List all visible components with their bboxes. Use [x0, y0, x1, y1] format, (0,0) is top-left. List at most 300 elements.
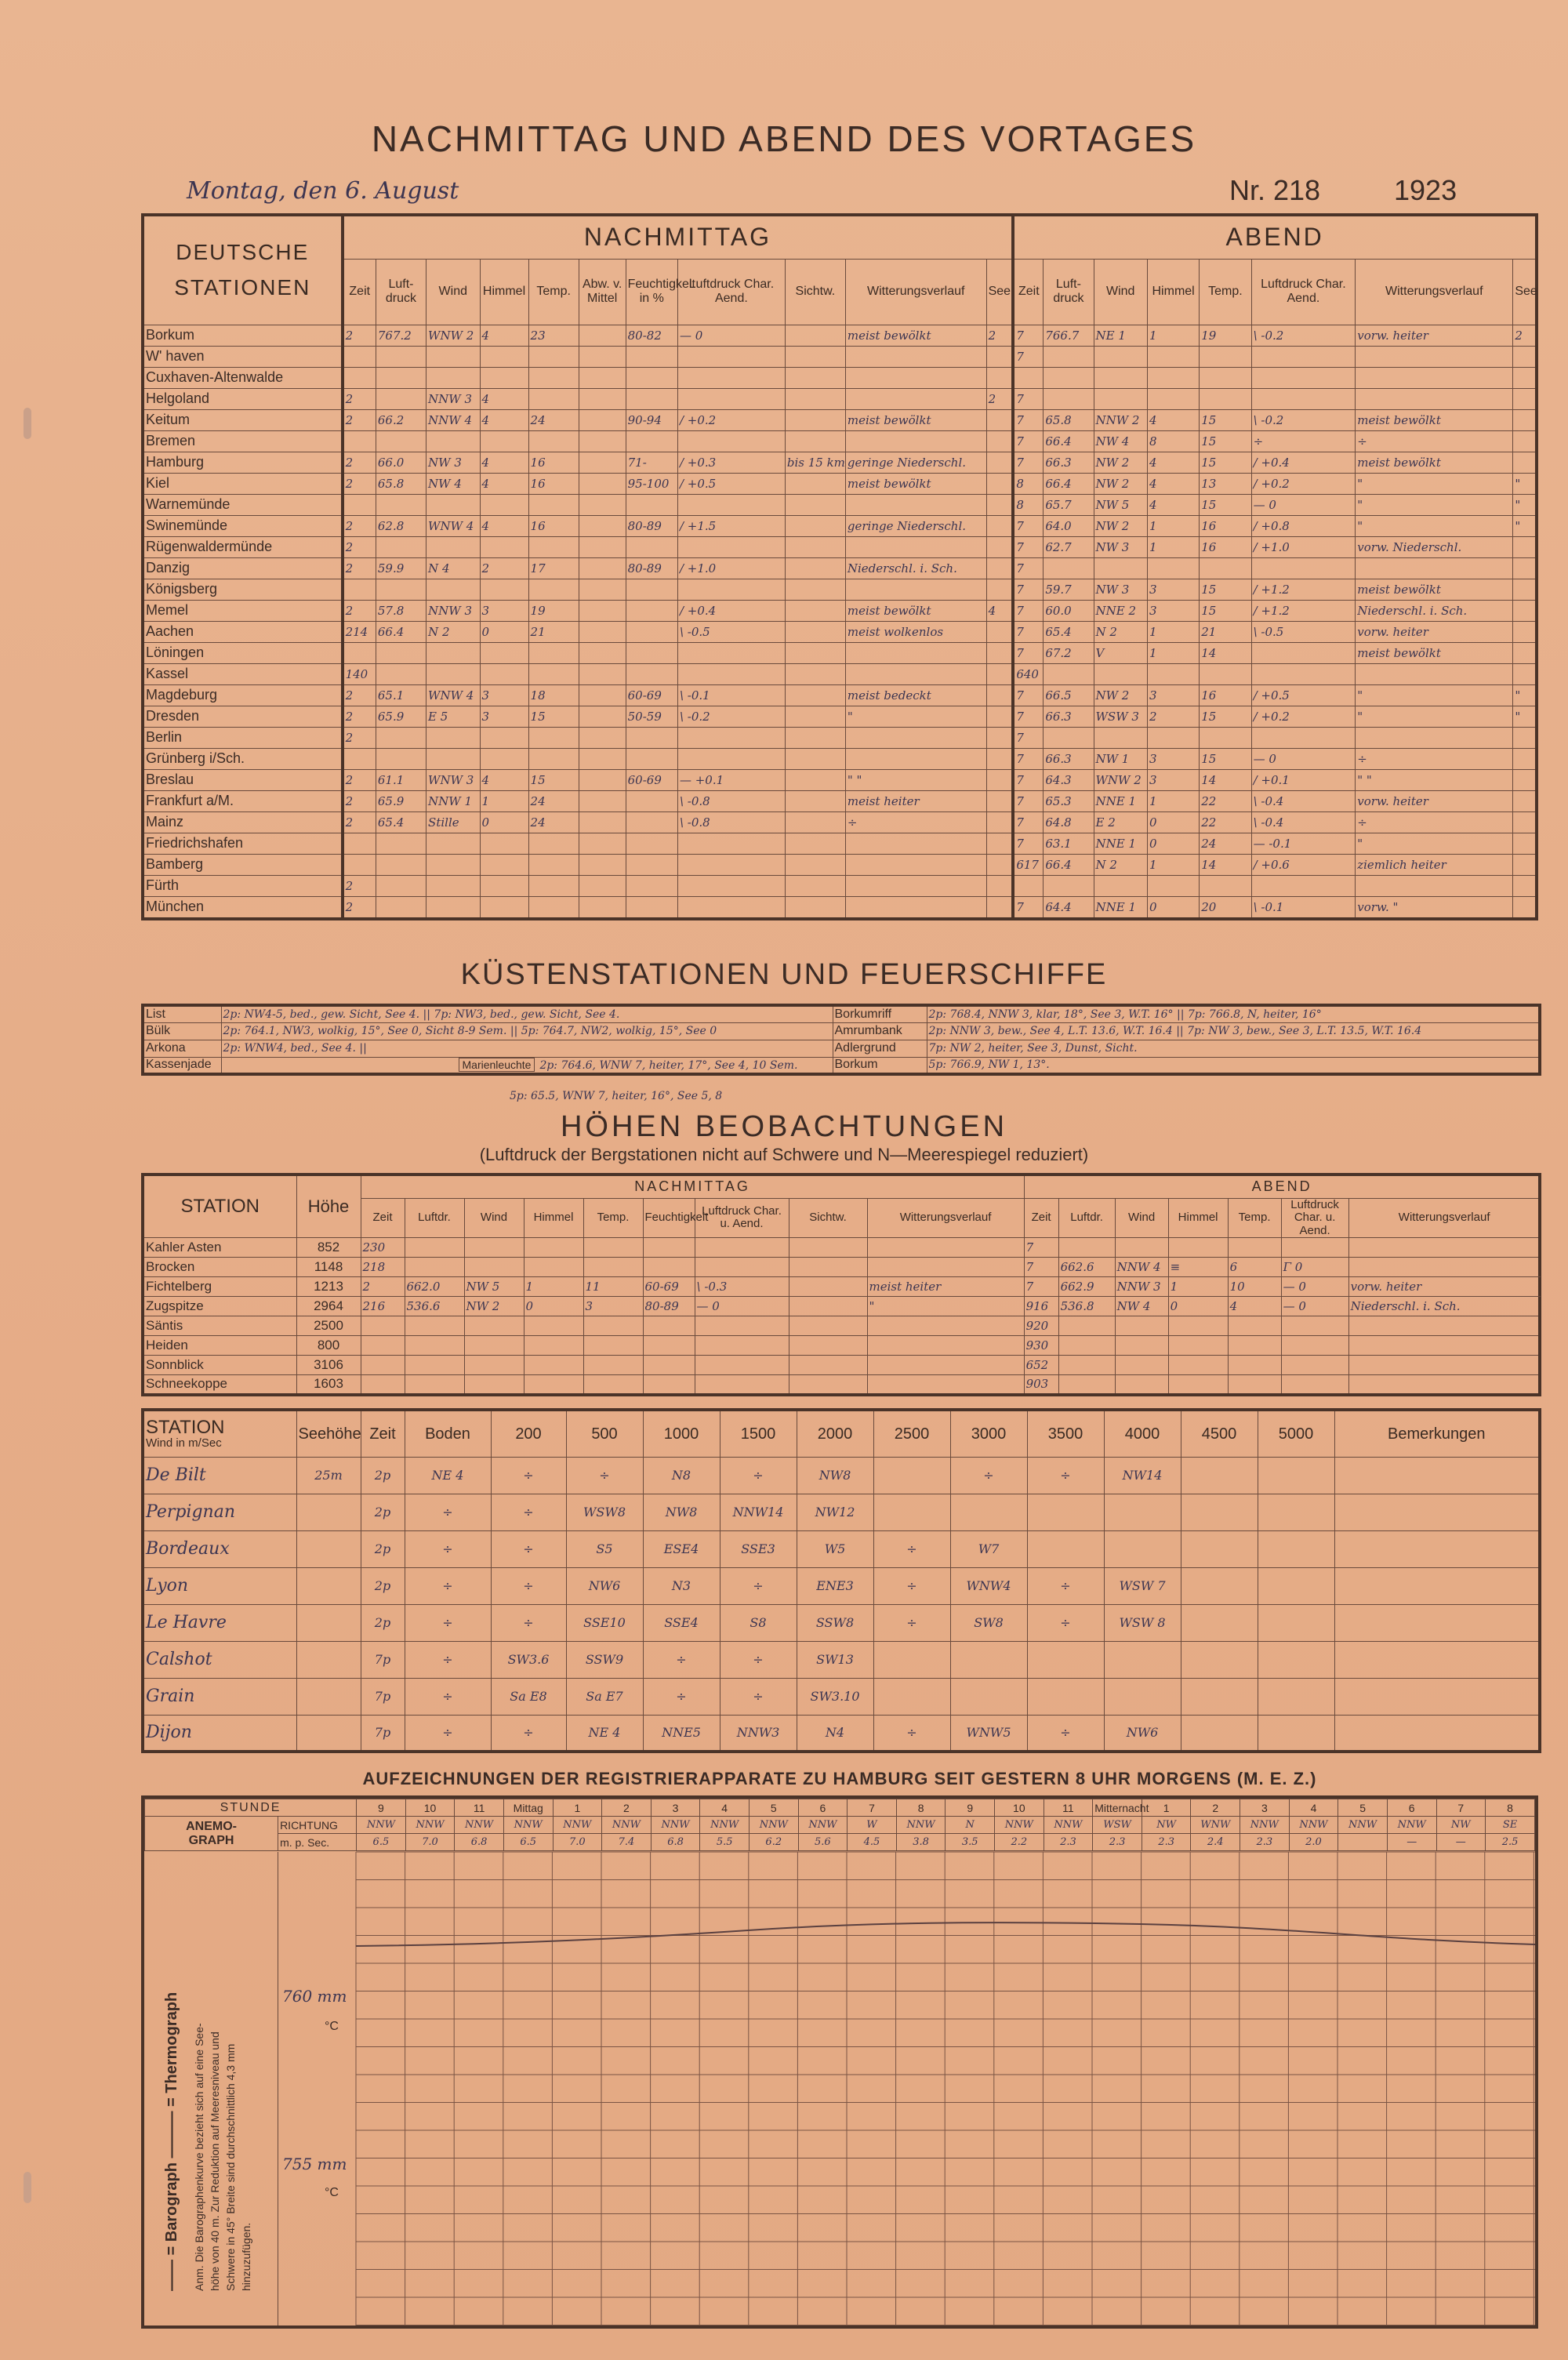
kuesten-row [143, 1005, 1540, 1022]
year: 1923 [1394, 174, 1457, 206]
nachmittag-cell: bis 15 km [785, 452, 845, 473]
nachmittag-cell [626, 430, 677, 452]
station-name: W' haven [143, 346, 343, 367]
station-name: Mainz [143, 811, 343, 833]
abend-cell: ÷ [1356, 430, 1513, 452]
hoehen-abend-cell [1228, 1356, 1281, 1375]
nachmittag-cell [480, 896, 528, 919]
abend-cell: NW 2 [1094, 515, 1147, 536]
wind-cell [296, 1567, 361, 1604]
hoehen-abend-cell: 920 [1024, 1316, 1058, 1336]
abend-col-7: See [1513, 259, 1537, 325]
abend-cell [1513, 579, 1537, 600]
hoehen-nachmittag-cell [405, 1258, 464, 1277]
station-name: Fürth [143, 875, 343, 896]
hoehen-nachmittag-cell [789, 1336, 867, 1356]
hour-label: 10 [995, 1799, 1044, 1817]
nachmittag-cell: 4 [480, 325, 528, 346]
hoehen-nachmittag-cell [583, 1238, 643, 1258]
nachmittag-cell [845, 494, 986, 515]
hoehen-height: 1603 [296, 1375, 361, 1395]
station-name: Dresden [143, 706, 343, 727]
hoehen-height: 800 [296, 1336, 361, 1356]
hoehen-abend-cell [1168, 1316, 1228, 1336]
nachmittag-cell [579, 621, 626, 642]
abend-cell: 14 [1200, 642, 1251, 663]
hour-label: 2 [1191, 1799, 1240, 1817]
nachmittag-cell [528, 833, 579, 854]
hoehen-abend-cell [1115, 1238, 1168, 1258]
wind-cell: ÷ [491, 1715, 566, 1752]
abend-cell: 67.2 [1044, 642, 1094, 663]
msec-cell: 2.3 [1093, 1834, 1142, 1851]
nachmittag-col-6: Feuchtigkeit in % [626, 259, 677, 325]
nachmittag-cell: 767.2 [376, 325, 426, 346]
wind-col-13: 5000 [1258, 1410, 1334, 1457]
hour-label: 8 [1486, 1799, 1535, 1817]
wind-cell [1181, 1457, 1258, 1494]
wind-cell [1258, 1530, 1334, 1567]
hoehen-abend-cell [1228, 1238, 1281, 1258]
hoehen-nachmittag-cell [524, 1336, 583, 1356]
nachmittag-col-8: Sichtw. [785, 259, 845, 325]
wind-cell: ÷ [405, 1641, 491, 1678]
abend-cell: 3 [1147, 769, 1199, 790]
wind-row [143, 1457, 1540, 1494]
abend-cell: NW 2 [1094, 684, 1147, 706]
wind-cell: ÷ [405, 1567, 491, 1604]
station-name: Magdeburg [143, 684, 343, 706]
hoehen-nachmittag-cell: 80-89 [643, 1297, 695, 1316]
kuesten-station: Adlergrund [833, 1040, 927, 1057]
hoehen-abend-cell [1058, 1238, 1115, 1258]
hoehen-nachmittag-cell [695, 1375, 789, 1395]
nachmittag-cell [785, 727, 845, 748]
nachmittag-cell [579, 769, 626, 790]
nachmittag-cell: 2 [343, 452, 376, 473]
nachmittag-cell [376, 727, 426, 748]
hoehen-abend-cell [1058, 1316, 1115, 1336]
abend-cell: " [1356, 833, 1513, 854]
kuesten-entry: 2p: NNW 3, bew., See 4, L.T. 13.6, W.T. 16.4 || 7p: NW 3, bew., See 3, L.T. 13.5, W.T. 16.4 [927, 1022, 1540, 1040]
abend-cell: NW 3 [1094, 579, 1147, 600]
nachmittag-cell: — +0.1 [677, 769, 785, 790]
nachmittag-cell [986, 833, 1013, 854]
hour-label: 1 [553, 1799, 602, 1817]
nachmittag-cell: / +0.5 [677, 473, 785, 494]
hoehen-abend-cell: 6 [1228, 1258, 1281, 1277]
nachmittag-cell: 57.8 [376, 600, 426, 621]
station-row [143, 663, 1537, 684]
registrier-title: AUFZEICHNUNGEN DER REGISTRIERAPPARATE ZU HAMBURG SEIT GESTERN 8 UHR MORGENS (M. E. Z.) [362, 1769, 1317, 1788]
wind-cell: N3 [643, 1567, 720, 1604]
abend-cell: N 2 [1094, 854, 1147, 875]
wind-station: Lyon [143, 1567, 296, 1604]
nachmittag-col-4: Temp. [528, 259, 579, 325]
hoehen-nachmittag-cell [405, 1375, 464, 1395]
nachmittag-cell [677, 346, 785, 367]
nachmittag-cell [626, 833, 677, 854]
hoehen-abend-cell: 10 [1228, 1277, 1281, 1297]
abend-cell: 7 [1013, 536, 1044, 557]
wind-col-14: Bemerkungen [1334, 1410, 1540, 1457]
nachmittag-cell [845, 748, 986, 769]
wind-cell: 7p [361, 1715, 405, 1752]
nachmittag-cell [677, 430, 785, 452]
nachmittag-cell [579, 642, 626, 663]
abend-cell [1251, 727, 1356, 748]
abend-cell: NW 2 [1094, 473, 1147, 494]
station-row [143, 642, 1537, 663]
wind-cell: NW6 [566, 1567, 643, 1604]
wind-cell: NW8 [797, 1457, 873, 1494]
nachmittag-cell [626, 536, 677, 557]
hour-label: 11 [1044, 1799, 1093, 1817]
nachmittag-cell [626, 854, 677, 875]
hour-label: 6 [1387, 1799, 1436, 1817]
msec-cell: 2.5 [1486, 1834, 1535, 1851]
nachmittag-cell [626, 600, 677, 621]
msec-cell: 6.8 [455, 1834, 504, 1851]
abend-cell: 20 [1200, 896, 1251, 919]
msec-label: m. p. Sec. [278, 1834, 357, 1851]
nachmittag-cell [986, 409, 1013, 430]
nachmittag-cell [579, 473, 626, 494]
hoehen-abend-cell: 536.8 [1058, 1297, 1115, 1316]
nachmittag-cell: 2 [986, 325, 1013, 346]
nachmittag-cell: 80-89 [626, 557, 677, 579]
kuesten-station: Amrumbank [833, 1022, 927, 1040]
abend-cell [1147, 367, 1199, 388]
nachmittag-cell: ÷ [845, 811, 986, 833]
abend-cell: 7 [1013, 811, 1044, 833]
nachmittag-cell [528, 896, 579, 919]
station-name: Löningen [143, 642, 343, 663]
hoehen-abend-cell [1281, 1356, 1348, 1375]
abend-cell: / +0.1 [1251, 769, 1356, 790]
nachmittag-col-9: Witterungsverlauf [845, 259, 986, 325]
abend-cell: NNE 1 [1094, 833, 1147, 854]
wind-cell: WSW 8 [1104, 1604, 1181, 1641]
nachmittag-cell: 15 [528, 706, 579, 727]
abend-cell: 7 [1013, 727, 1044, 748]
nachmittag-cell [528, 346, 579, 367]
abend-cell: \ -0.2 [1251, 409, 1356, 430]
issue-number: Nr. 218 [1229, 174, 1321, 206]
station-name: Grünberg i/Sch. [143, 748, 343, 769]
nachmittag-cell [785, 579, 845, 600]
wind-row [143, 1604, 1540, 1641]
hoehen-abend-cell: — 0 [1281, 1277, 1348, 1297]
nachmittag-cell [845, 727, 986, 748]
hoehen-abend-cell: Γ 0 [1281, 1258, 1348, 1277]
hoehen-nachmittag-cell [361, 1316, 405, 1336]
nachmittag-cell [480, 663, 528, 684]
station-row [143, 536, 1537, 557]
wind-cell: ÷ [566, 1457, 643, 1494]
abend-cell [1200, 875, 1251, 896]
abend-cell: 15 [1200, 452, 1251, 473]
hour-label: 1 [1142, 1799, 1191, 1817]
nachmittag-cell [785, 790, 845, 811]
nachmittag-cell: 4 [480, 409, 528, 430]
abend-cell: 21 [1200, 621, 1251, 642]
nachmittag-cell [528, 494, 579, 515]
wind-cell [296, 1494, 361, 1530]
wind-cell: 7p [361, 1678, 405, 1715]
nachmittag-cell: 60-69 [626, 684, 677, 706]
hoehen-row [143, 1336, 1540, 1356]
nachmittag-cell [376, 642, 426, 663]
wind-station: Grain [143, 1678, 296, 1715]
station-row [143, 621, 1537, 642]
nachmittag-cell [845, 896, 986, 919]
abend-cell [1251, 388, 1356, 409]
nachmittag-cell [480, 430, 528, 452]
abend-cell: 66.3 [1044, 748, 1094, 769]
nachmittag-cell: — 0 [677, 325, 785, 346]
nachmittag-cell: 90-94 [626, 409, 677, 430]
nachmittag-cell [343, 833, 376, 854]
hoehen-nachmittag-col-6: Luftdruck Char. u. Aend. [695, 1198, 789, 1238]
hoehen-abend-header: ABEND [1024, 1175, 1540, 1198]
hoehen-abend-cell [1058, 1375, 1115, 1395]
wind-cell: ÷ [643, 1678, 720, 1715]
hoehen-nachmittag-cell [524, 1356, 583, 1375]
abend-cell: 66.4 [1044, 854, 1094, 875]
richtung-cell: NNW [1240, 1817, 1290, 1834]
kuesten-table [141, 1004, 1541, 1076]
hour-label: 7 [848, 1799, 897, 1817]
abend-cell [1513, 388, 1537, 409]
kuesten-row [143, 1040, 1540, 1057]
hoehen-station: Kahler Asten [143, 1238, 296, 1258]
hoehen-abend-cell [1348, 1356, 1540, 1375]
station-row [143, 769, 1537, 790]
nachmittag-cell [986, 515, 1013, 536]
wind-cell [1258, 1715, 1334, 1752]
abend-cell: 1 [1147, 325, 1199, 346]
wind-cell [1027, 1678, 1104, 1715]
abend-cell [1147, 346, 1199, 367]
scale-760: 760 mm [282, 1987, 347, 2006]
nachmittag-cell: 95-100 [626, 473, 677, 494]
abend-cell: 7 [1013, 896, 1044, 919]
nachmittag-cell [785, 367, 845, 388]
wind-cell: ÷ [950, 1457, 1027, 1494]
msec-cell: 4.5 [848, 1834, 897, 1851]
abend-cell: 7 [1013, 833, 1044, 854]
nachmittag-cell: 24 [528, 790, 579, 811]
abend-cell: \ -0.2 [1251, 325, 1356, 346]
wind-cell: SW13 [797, 1641, 873, 1678]
nachmittag-cell [986, 536, 1013, 557]
kuesten-row [143, 1022, 1540, 1040]
wind-cell: 2p [361, 1567, 405, 1604]
nachmittag-cell [845, 875, 986, 896]
abend-cell: " [1513, 494, 1537, 515]
station-row [143, 875, 1537, 896]
abend-cell: \ -0.4 [1251, 790, 1356, 811]
nachmittag-cell: Stille [426, 811, 480, 833]
abend-cell: WSW 3 [1094, 706, 1147, 727]
abend-cell: 8 [1013, 494, 1044, 515]
abend-cell: " [1513, 515, 1537, 536]
hoehen-abend-col-1: Luftdr. [1058, 1198, 1115, 1238]
wind-col-4: 500 [566, 1410, 643, 1457]
hoehen-nachmittag-cell [583, 1316, 643, 1336]
abend-cell: ÷ [1356, 811, 1513, 833]
abend-cell: 62.7 [1044, 536, 1094, 557]
hoehen-nachmittag-cell [867, 1336, 1024, 1356]
hoehen-nachmittag-cell [583, 1356, 643, 1375]
abend-cell: 7 [1013, 430, 1044, 452]
nachmittag-cell [677, 663, 785, 684]
hoehen-abend-cell: vorw. heiter [1348, 1277, 1540, 1297]
wind-row [143, 1678, 1540, 1715]
abend-cell: 7 [1013, 346, 1044, 367]
wind-cell: NW12 [797, 1494, 873, 1530]
msec-cell: 6.2 [749, 1834, 798, 1851]
nachmittag-cell [785, 642, 845, 663]
nachmittag-cell [986, 642, 1013, 663]
nachmittag-cell [343, 579, 376, 600]
abend-cell: E 2 [1094, 811, 1147, 833]
wind-cell [1334, 1678, 1540, 1715]
wind-cell: ÷ [873, 1715, 950, 1752]
barograph-grid [356, 1852, 1535, 2326]
nachmittag-cell [677, 896, 785, 919]
wind-cell: ESE4 [643, 1530, 720, 1567]
nachmittag-cell [626, 875, 677, 896]
wind-cell: W7 [950, 1530, 1027, 1567]
wind-cell [950, 1678, 1027, 1715]
registrier-panel [141, 1795, 1538, 2329]
nachmittag-cell [376, 430, 426, 452]
richtung-cell: NNW [602, 1817, 652, 1834]
hour-label: 5 [749, 1799, 798, 1817]
hoehen-row [143, 1356, 1540, 1375]
abend-cell [1094, 557, 1147, 579]
station-row [143, 367, 1537, 388]
wind-cell: ÷ [405, 1604, 491, 1641]
abend-cell: NE 1 [1094, 325, 1147, 346]
wind-cell [1258, 1604, 1334, 1641]
abend-cell: 1 [1147, 536, 1199, 557]
hour-label: 3 [651, 1799, 700, 1817]
hoehen-abend-cell: 652 [1024, 1356, 1058, 1375]
nachmittag-cell: / +0.4 [677, 600, 785, 621]
scale-celsius-1: °C [325, 2020, 339, 2033]
abend-col-6: Witterungsverlauf [1356, 259, 1513, 325]
hoehen-nachmittag-cell [405, 1316, 464, 1336]
wind-cell: ÷ [720, 1678, 797, 1715]
nachmittag-cell [785, 811, 845, 833]
abend-col-0: Zeit [1013, 259, 1044, 325]
abend-cell: 7 [1013, 325, 1044, 346]
nachmittag-cell: 66.4 [376, 621, 426, 642]
wind-cell: SSW9 [566, 1641, 643, 1678]
hoehen-nachmittag-cell [789, 1297, 867, 1316]
wind-cell: S5 [566, 1530, 643, 1567]
abend-cell [1513, 642, 1537, 663]
hoehen-nachmittag-cell: 230 [361, 1238, 405, 1258]
hoehen-abend-col-5: Luftdruck Char. u. Aend. [1281, 1198, 1348, 1238]
nachmittag-cell [785, 748, 845, 769]
nachmittag-cell [626, 811, 677, 833]
nachmittag-cell: 15 [528, 769, 579, 790]
nachmittag-cell [986, 811, 1013, 833]
hoehen-nachmittag-cell [867, 1356, 1024, 1375]
abend-cell: 16 [1200, 515, 1251, 536]
abend-cell: 4 [1147, 473, 1199, 494]
nachmittag-cell [626, 621, 677, 642]
nachmittag-cell: 24 [528, 811, 579, 833]
wind-cell [873, 1641, 950, 1678]
hoehen-station-header: STATION [143, 1175, 296, 1238]
abend-cell [1147, 875, 1199, 896]
hoehen-nachmittag-cell [405, 1336, 464, 1356]
wind-cell [1258, 1567, 1334, 1604]
hoehen-abend-col-4: Temp. [1228, 1198, 1281, 1238]
abend-cell [1513, 346, 1537, 367]
abend-cell: NW 1 [1094, 748, 1147, 769]
nachmittag-cell [376, 388, 426, 409]
nachmittag-cell [626, 367, 677, 388]
hoehen-abend-cell: Niederschl. i. Sch. [1348, 1297, 1540, 1316]
nachmittag-cell: 2 [343, 769, 376, 790]
hoehen-nachmittag-cell [695, 1238, 789, 1258]
station-row [143, 748, 1537, 769]
nachmittag-cell [626, 663, 677, 684]
wind-cell: SSW8 [797, 1604, 873, 1641]
abend-cell [1094, 663, 1147, 684]
hoehen-nachmittag-cell [643, 1316, 695, 1336]
station-name: Berlin [143, 727, 343, 748]
nachmittag-cell: 214 [343, 621, 376, 642]
hoehen-nachmittag-cell [789, 1258, 867, 1277]
nachmittag-cell [785, 388, 845, 409]
abend-cell: 7 [1013, 409, 1044, 430]
hoehen-abend-cell: 903 [1024, 1375, 1058, 1395]
main-weather-table [141, 213, 1538, 920]
nachmittag-cell [528, 388, 579, 409]
hoehen-abend-cell [1281, 1375, 1348, 1395]
station-name: Keitum [143, 409, 343, 430]
nachmittag-cell [480, 494, 528, 515]
hoehen-nachmittag-cell [524, 1258, 583, 1277]
nachmittag-cell [376, 494, 426, 515]
hoehen-height: 1148 [296, 1258, 361, 1277]
wind-cell: 2p [361, 1530, 405, 1567]
msec-cell: 2.3 [1142, 1834, 1191, 1851]
hoehen-abend-col-0: Zeit [1024, 1198, 1058, 1238]
wind-cell [1181, 1715, 1258, 1752]
wind-station: Calshot [143, 1641, 296, 1678]
nachmittag-cell: NNW 3 [426, 388, 480, 409]
hoehen-nachmittag-cell: \ -0.3 [695, 1277, 789, 1297]
wind-cell [1334, 1457, 1540, 1494]
nachmittag-cell [986, 494, 1013, 515]
msec-cell: 6.5 [503, 1834, 553, 1851]
hoehen-nachmittag-cell: meist heiter [867, 1277, 1024, 1297]
station-row [143, 579, 1537, 600]
nachmittag-cell [677, 748, 785, 769]
nachmittag-cell: 4 [480, 473, 528, 494]
annotation-line-1: Anm. Die Barographenkurve bezieht sich auf eine See- [193, 2023, 205, 2291]
nachmittag-cell: 2 [480, 557, 528, 579]
wind-cell: SW8 [950, 1604, 1027, 1641]
